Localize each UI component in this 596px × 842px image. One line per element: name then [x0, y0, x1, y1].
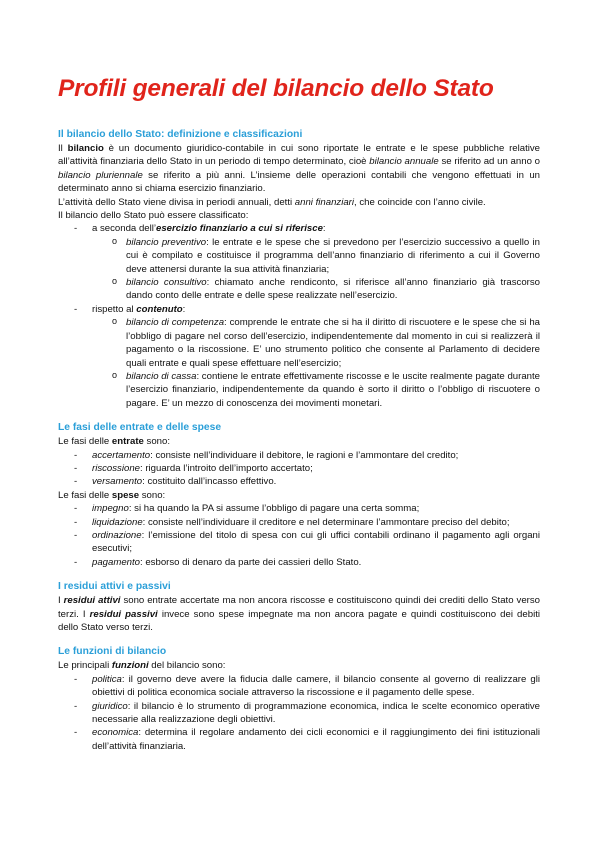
- list-item: [58, 475, 540, 488]
- page-title: Profili generali del bilancio dello Stato: [58, 75, 494, 102]
- italic-term: bilancio pluriennale: [58, 169, 143, 181]
- list: [58, 502, 540, 569]
- text: se riferito ad un anno o: [438, 156, 540, 168]
- text: sono:: [139, 489, 166, 501]
- text: : il bilancio è lo strumento di programmazione economica, indica le scelte economico operative necessarie alla realizzazione degli obiettivi.: [92, 700, 540, 726]
- text: : riguarda l’introito dell’importo accertato;: [140, 462, 313, 474]
- italic-term: anni finanziari: [294, 196, 354, 208]
- sub-list-item: [58, 370, 540, 410]
- paragraph: [58, 489, 540, 502]
- italic-term: bilancio consultivo: [126, 277, 207, 289]
- paragraph: [58, 435, 540, 448]
- italic-term: politica: [92, 673, 122, 685]
- paragraph: [58, 142, 540, 196]
- bold-italic-term: esercizio finanziario a cui si riferisce: [156, 223, 323, 235]
- bold-italic-term: contenuto: [136, 303, 183, 315]
- italic-term: bilancio di cassa: [126, 370, 197, 382]
- section-fasi: [58, 421, 540, 569]
- text: : consiste nell’individuare il debitore, le ragioni e l’ammontare del credito;: [150, 449, 459, 461]
- text: sono entrate accertate ma non ancora riscosse e costituiscono quindi dei crediti dello Stato verso terzi. I: [58, 595, 540, 620]
- text: I: [58, 595, 64, 607]
- text: del bilancio sono:: [148, 660, 226, 672]
- list-item: [58, 529, 540, 556]
- list-item: [58, 303, 540, 316]
- bold-italic-term: funzioni: [111, 660, 149, 672]
- text: sono:: [143, 436, 171, 448]
- italic-term: liquidazione: [92, 516, 143, 528]
- list: [58, 449, 540, 489]
- text: :: [322, 223, 326, 235]
- list-item: [58, 222, 540, 235]
- list: [58, 673, 540, 753]
- italic-term: giuridico: [92, 700, 128, 712]
- italic-term: impegno: [92, 503, 129, 515]
- list-item: [58, 502, 540, 515]
- italic-term: versamento: [92, 476, 143, 488]
- list-item: [58, 726, 540, 753]
- section-heading: Il bilancio dello Stato: definizione e classificazioni: [58, 129, 303, 140]
- bold-term: spese: [111, 489, 140, 501]
- italic-term: bilancio di competenza: [126, 317, 225, 329]
- list-item: [58, 673, 540, 700]
- paragraph: [58, 196, 540, 209]
- text: : il governo deve avere la fiducia dalle camere, il bilancio consente al governo di realizzare gli obiettivi di politica economica sociale attraverso la riscossione e il pagamento delle spese.: [92, 673, 540, 699]
- italic-term: pagamento: [92, 556, 141, 568]
- sub-list: [58, 236, 540, 303]
- text: se riferito a più anni. L’insieme delle operazioni contabili che vengono effettuati in un determinato anno si chiama esercizio finanziario.: [58, 169, 540, 195]
- text: : esborso di denaro da parte dei cassieri dello Stato.: [140, 556, 362, 568]
- text: : determina il regolare andamento dei cicli economici e il raggiungimento dei fini istituzionali dell’attività finanziaria.: [92, 727, 540, 752]
- text: , che coincide con l’anno civile.: [354, 196, 486, 208]
- text: : si ha quando la PA si assume l’obbligo di pagare una certa somma;: [128, 503, 420, 515]
- text: : costituito dall’incasso effettivo.: [142, 476, 277, 488]
- sub-list-item: [58, 316, 540, 370]
- text: rispetto al: [92, 303, 137, 315]
- text: : contiene le entrate effettivamente riscosse e le uscite realmente pagate durante l’esercizio finanziario, indipendentemente da quando è sorto il diritto o l’obbligo di riscuotere o pagare. E’ un mezzo di conoscenza dei movimenti monetari.: [126, 370, 540, 409]
- italic-term: accertamento: [92, 449, 151, 461]
- sub-list-item: [58, 236, 540, 276]
- list-item: [58, 449, 540, 462]
- text: : le entrate e le spese che si prevedono per l’esercizio successivo a quello in cui è compilato e costituisce il programma dell’anno finanziario di riferimento a cui il Governo deve attenersi durante la sua attività finanziaria;: [126, 236, 540, 275]
- italic-term: bilancio annuale: [369, 156, 439, 168]
- text: : l’emissione del titolo di spesa con cui gli uffici contabili ordinano il pagamento agli organi esecutivi;: [92, 529, 540, 555]
- text: a seconda dell’: [92, 223, 157, 235]
- section-funzioni: [58, 645, 540, 753]
- italic-term: bilancio preventivo: [126, 236, 207, 248]
- text: è un documento giuridico-contabile in cui sono riportate le entrate e le spese pubbliche relative all’attività finanziaria dello Stato in un periodo di tempo determinato, cioè: [58, 143, 540, 168]
- list-item: [58, 700, 540, 727]
- text: : chiamato anche rendiconto, si riferisce all’anno finanziario già trascorso dando conto delle entrate e delle spese realizzate nell’esercizio.: [126, 277, 540, 302]
- bold-italic-term: residui passivi: [89, 608, 158, 620]
- text: :: [182, 303, 186, 315]
- text: Le fasi delle: [58, 436, 112, 448]
- text: Le fasi delle: [58, 489, 112, 501]
- text: L’attività dello Stato viene divisa in periodi annuali, detti: [58, 196, 295, 208]
- text: : comprende le entrate che si ha il diritto di riscuotere e le spese che si ha l’obbligo di pagare nel corso dell’esercizio, indipendentemente dal momento in cui si realizzerà il pagamento o la riscossione. E’ uno strumento politico che consente al Parlamento di decidere quali entrate e quali spese effettuare nell’esercizio;: [126, 317, 540, 369]
- bold-term: bilancio: [67, 143, 104, 154]
- paragraph: [58, 594, 540, 634]
- text: : consiste nell’individuare il creditore e nel determinare l’ammontare preciso del debito;: [142, 516, 510, 528]
- paragraph: [58, 659, 540, 672]
- section-heading: Le fasi delle entrate e delle spese: [58, 422, 222, 434]
- list-item: [58, 462, 540, 475]
- paragraph: Il bilancio dello Stato può essere classificato:: [58, 210, 249, 222]
- text: Le principali: [58, 660, 112, 672]
- bold-term: entrate: [111, 436, 144, 448]
- section-residui: [58, 580, 540, 634]
- section-heading: I residui attivi e passivi: [58, 581, 171, 593]
- list-item: [58, 516, 540, 529]
- section-heading: Le funzioni di bilancio: [58, 646, 167, 658]
- text: invece sono spese impegnate ma non ancora pagate e quindi costituiscono dei debiti dello Stato verso terzi.: [58, 608, 540, 633]
- italic-term: riscossione: [92, 462, 140, 474]
- section-definizione: [58, 128, 540, 410]
- bold-italic-term: residui attivi: [63, 595, 121, 607]
- sub-list-item: [58, 276, 540, 303]
- sub-list: [58, 316, 540, 410]
- text: Il: [58, 143, 68, 154]
- italic-term: economica: [92, 727, 139, 739]
- list-item: [58, 556, 540, 569]
- italic-term: ordinazione: [92, 529, 142, 541]
